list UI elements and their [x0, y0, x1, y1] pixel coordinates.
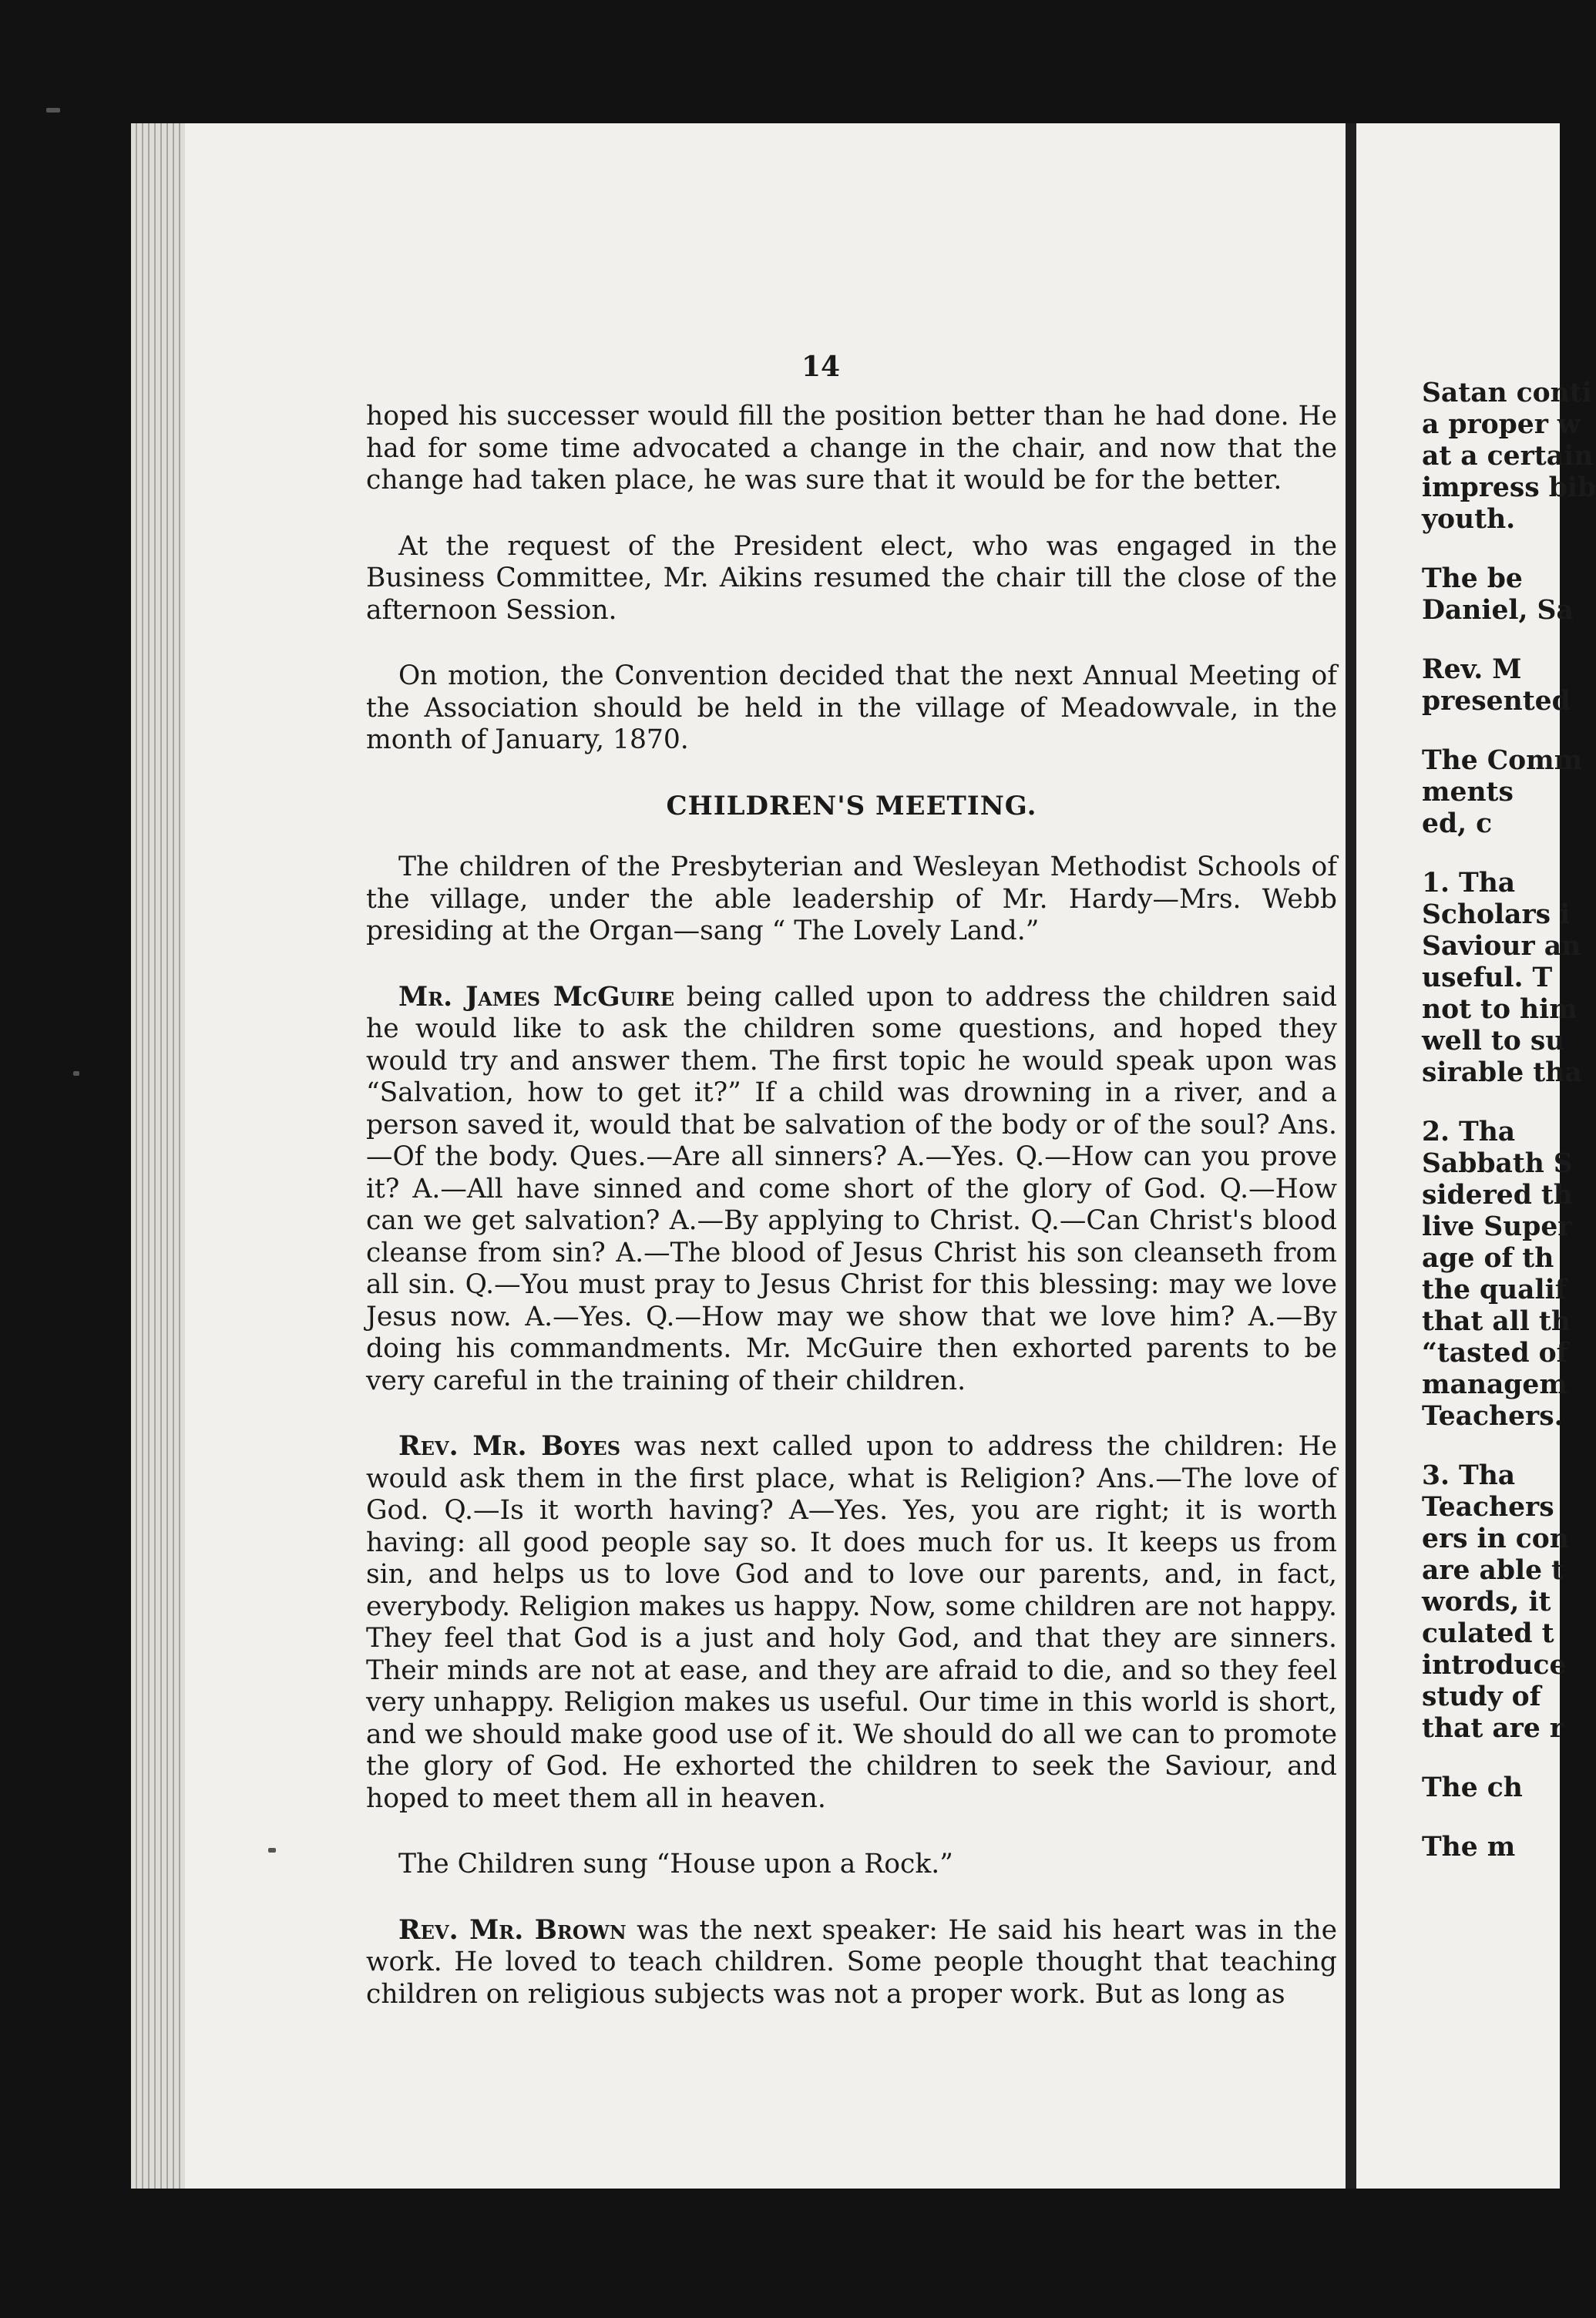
text-line: that are r — [1422, 1713, 1564, 1744]
text-line: Teachers — [1422, 1492, 1554, 1523]
text-line: sirable tha — [1422, 1057, 1582, 1088]
text-line: study of — [1422, 1681, 1541, 1712]
scan-mark — [73, 1071, 79, 1076]
text-line: Scholars i — [1422, 899, 1571, 930]
text-line: culated t — [1422, 1618, 1554, 1649]
paragraph: At the request of the President elect, who was engaged in the Business Committee, Mr. Aikins resumed the chair till the close of the afternoon Session. — [366, 530, 1337, 626]
text-line: Sabbath S — [1422, 1148, 1573, 1179]
paragraph-body: being called upon to address the children said he would like to ask the children some questions, and hoped they would try and answer them. The first topic he would speak upon was “Salvation, how to get it?” If a child was drowning in a river, and a person saved it, would that be salvation of the body or of the soul? Ans.—Of the body. Ques.—Are all sinners? A.—Yes. Q.—How can you prove it? A.—All have sinned and come short of the glory of God. Q.—How can we get salvation? A.—By applying to Christ. Q.—Can Christ's blood cleanse from sin? A.—The blood of Jesus Christ his son cleanseth from all sin. Q.—You must pray to Jesus Christ for this blessing: may we love Jesus now. A.—Yes. Q.—How may we show that we love him? A.—By doing his commandments. Mr. McGuire then exhorted parents to be very careful in the training of their children. — [366, 981, 1337, 1396]
text-line: introduce — [1422, 1650, 1567, 1681]
text-line: words, it — [1422, 1587, 1551, 1618]
line-gap — [1422, 1804, 1560, 1832]
text-line: a proper w — [1422, 409, 1581, 440]
text-line: “tasted of — [1422, 1338, 1568, 1369]
left-page-text — [366, 401, 1337, 2044]
text-line: that all th — [1422, 1306, 1571, 1337]
paragraph: hoped his successer would fill the position better than he had done. He had for some time advocated a change in the chair, and now that the change had taken place, he was sure that it would be for the better. — [366, 401, 1337, 496]
text-line: ers in con — [1422, 1523, 1569, 1554]
right-page-text — [1422, 378, 1596, 1863]
text-line: impress bib — [1422, 472, 1596, 503]
paragraph — [366, 1915, 1337, 2011]
paragraph — [366, 1431, 1337, 1815]
text-line: ments — [1422, 777, 1514, 808]
text-line: Daniel, Sa — [1422, 595, 1574, 626]
text-line: The ch — [1422, 1772, 1523, 1803]
paragraph: On motion, the Convention decided that the next Annual Meeting of the Association should be held in the village of Meadowvale, in the month of January, 1870. — [366, 660, 1337, 755]
paragraph: The Children sung “House upon a Rock.” — [398, 1849, 953, 1880]
text-line: useful. T — [1422, 962, 1553, 993]
speaker-name: Rev. Mr. Brown — [398, 1914, 627, 1946]
text-line: ed, c — [1422, 808, 1493, 839]
book-spine — [1346, 123, 1356, 2189]
text-line: 2. Tha — [1422, 1117, 1516, 1147]
paragraph: The children of the Presbyterian and Wesleyan Methodist Schools of the village, under the able leadership of Mr. Hardy—Mrs. Webb presiding at the Organ—sang “ The Lovely Land.” — [366, 852, 1337, 946]
text-line: age of th — [1422, 1243, 1554, 1274]
page-number: 14 — [801, 351, 841, 383]
text-line: Rev. M — [1422, 654, 1522, 685]
line-gap — [1422, 1089, 1560, 1117]
text-line: sidered th — [1422, 1180, 1573, 1211]
text-line: the qualif — [1422, 1275, 1567, 1305]
paragraph-body: was next called upon to address the children: He would ask them in the first place, what is Religion? Ans.—The love of God. Q.—Is it worth having? A—Yes. Yes, you are right; it is worth having: all good people say so. It does much for us. It keeps us from sin, and helps us to love God and to love our parents, and, in fact, everybody. Religion makes us happy. Now, some children are not happy. They feel that God is a just and holy God, and that they are sinners. Their minds are not at ease, and they are afraid to die, and so they feel very unhappy. Religion makes us useful. Our time in this world is short, and we should make good use of it. We should do all we can to promote the glory of God. He exhorted the children to seek the Saviour, and hoped to meet them all in heaven. — [366, 1431, 1338, 1814]
text-line: The m — [1422, 1832, 1516, 1863]
text-line: Saviour an — [1422, 931, 1581, 962]
text-line: The Comm — [1422, 745, 1583, 776]
text-line: managem — [1422, 1369, 1567, 1400]
scan-mark — [268, 1848, 276, 1853]
speaker-name: Mr. James McGuire — [398, 981, 675, 1013]
text-line: are able t — [1422, 1555, 1564, 1586]
text-line: youth. — [1422, 504, 1516, 535]
line-gap — [1422, 627, 1560, 654]
line-gap — [1422, 717, 1560, 745]
line-gap — [1422, 1745, 1560, 1772]
text-line: Satan conti — [1422, 378, 1592, 408]
text-line: live Super — [1422, 1211, 1572, 1242]
text-line: 3. Tha — [1422, 1460, 1516, 1491]
scan-mark — [46, 108, 60, 113]
page-edges — [131, 123, 185, 2189]
line-gap — [1422, 840, 1560, 868]
line-gap — [1422, 536, 1560, 563]
line-gap — [1422, 1433, 1560, 1460]
text-line: Teachers. — [1422, 1401, 1564, 1432]
text-line: The be — [1422, 563, 1523, 594]
text-line: presented — [1422, 686, 1571, 717]
paragraph-body: was the next speaker: He said his heart was in the work. He loved to teach children. Some people thought that teaching children on religious subjects was not a proper work. But as long as — [366, 1914, 1337, 2010]
paragraph — [366, 982, 1337, 1398]
speaker-name: Rev. Mr. Boyes — [398, 1431, 621, 1462]
text-line: not to him — [1422, 994, 1578, 1025]
text-line: at a certain — [1422, 441, 1594, 472]
text-line: well to su — [1422, 1026, 1565, 1057]
text-line: 1. Tha — [1422, 868, 1516, 899]
section-heading: CHILDREN'S MEETING. — [666, 790, 1037, 821]
